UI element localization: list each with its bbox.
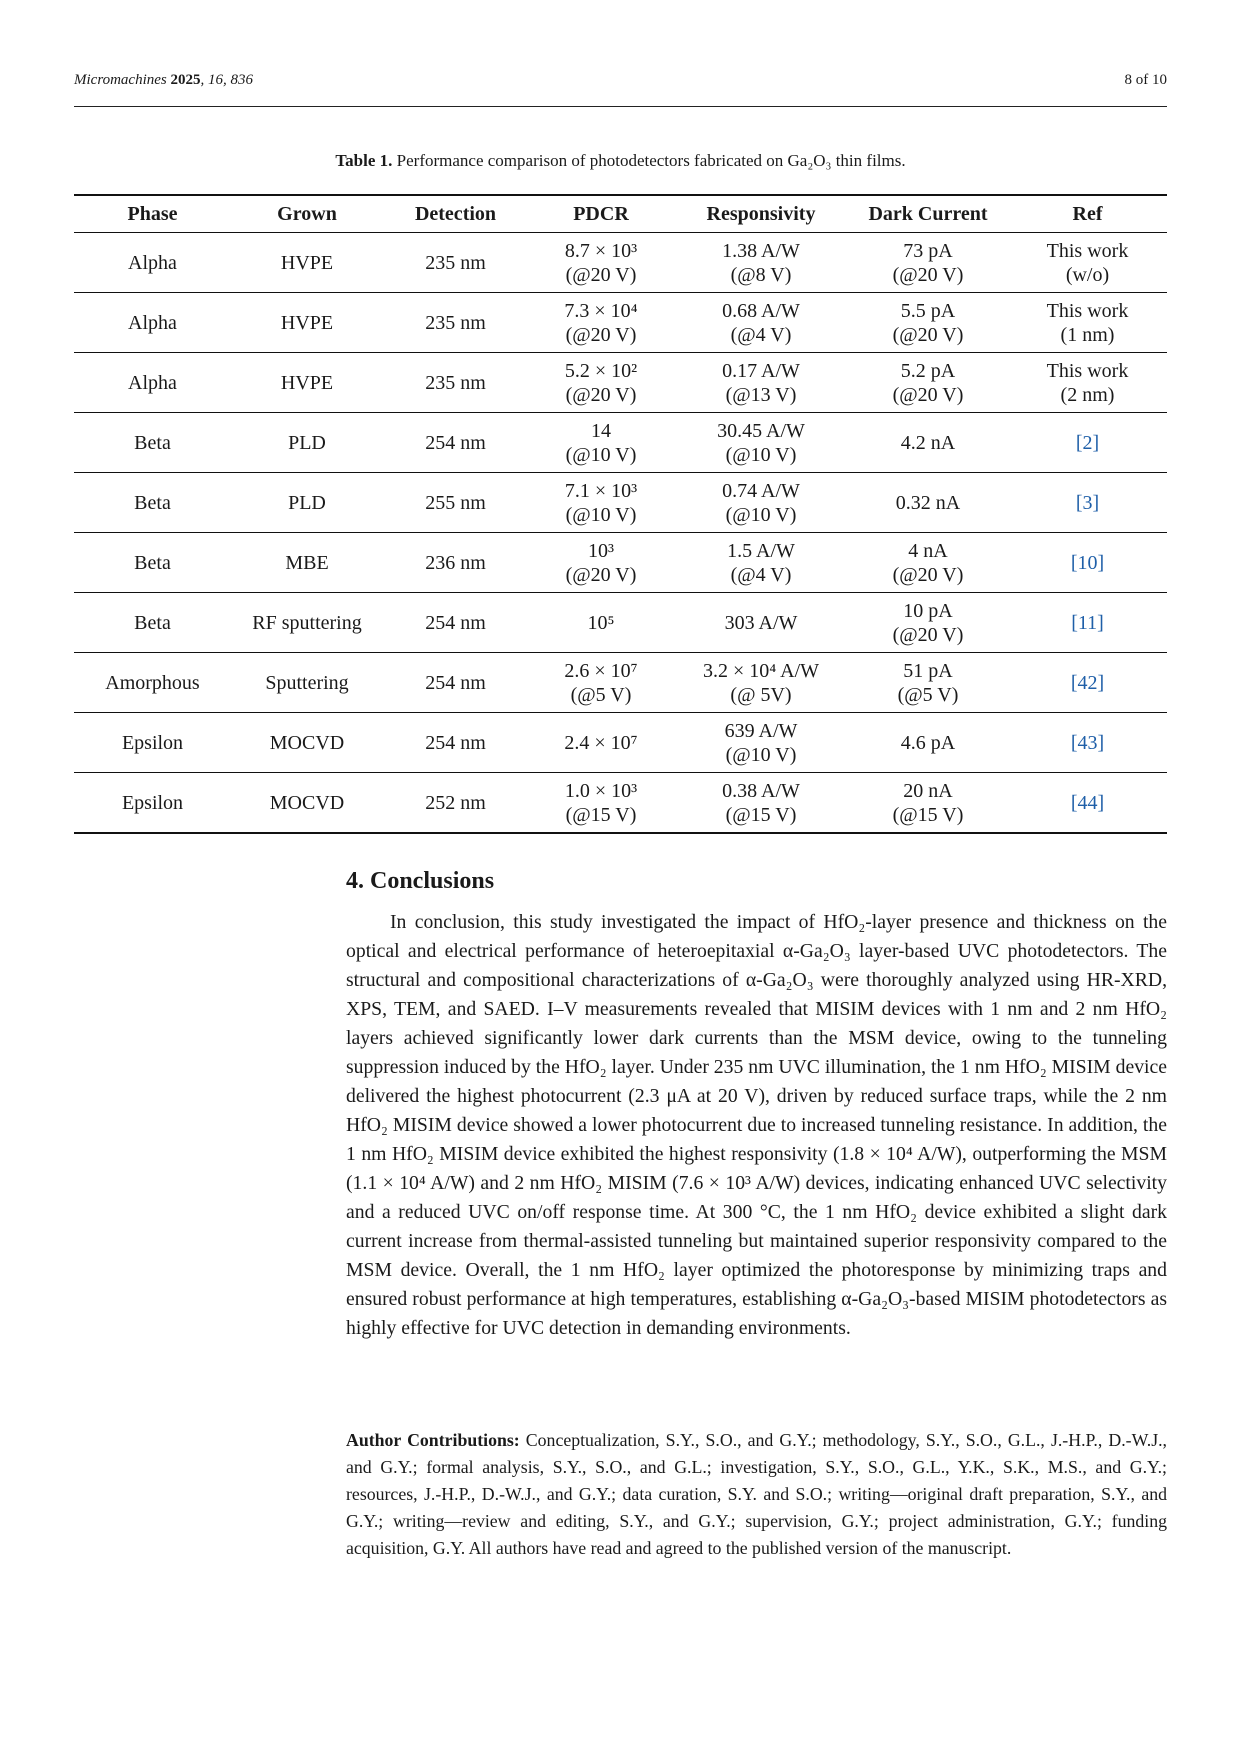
cell-detection: [383, 233, 528, 293]
cell-responsivity-condition: (@10 V): [725, 443, 797, 466]
cell-detection-value: 254 nm: [425, 671, 486, 694]
cell-dark-current-condition: (@20 V): [892, 563, 964, 586]
cell-detection-value: 235 nm: [425, 311, 486, 334]
cell-responsivity-value: 3.2 × 10⁴ A/W: [702, 659, 820, 682]
table-row: [74, 653, 1167, 713]
cell-dark-current: [848, 713, 1008, 773]
table-row: [74, 593, 1167, 653]
cell-responsivity: [674, 353, 848, 413]
table-row: [74, 413, 1167, 473]
cell-detection: [383, 773, 528, 834]
citation-link[interactable]: [2]: [1075, 431, 1100, 454]
cell-grown: [231, 593, 383, 653]
cell-detection-value: 255 nm: [425, 491, 486, 514]
cell-detection-value: 235 nm: [425, 371, 486, 394]
cell-detection-value: 254 nm: [425, 611, 486, 634]
cell-ref: [1008, 773, 1167, 834]
cell-dark-current: [848, 593, 1008, 653]
cell-phase: [74, 413, 231, 473]
cell-dark-current-value: 0.32 nA: [895, 491, 961, 514]
cell-pdcr-value: 10³: [588, 539, 614, 562]
cell-pdcr-condition: (@5 V): [570, 683, 632, 706]
cell-pdcr-condition: (@20 V): [565, 263, 637, 286]
cell-pdcr-value: 7.3 × 10⁴: [564, 299, 638, 322]
cell-ref: [1008, 233, 1167, 293]
cell-phase: [74, 533, 231, 593]
cell-pdcr: [528, 653, 674, 713]
table-row: [74, 353, 1167, 413]
cell-responsivity-value: 30.45 A/W: [717, 419, 805, 442]
cell-ref: [1008, 533, 1167, 593]
cell-dark-current-value: 73 pA: [903, 239, 953, 262]
cell-responsivity-condition: (@4 V): [730, 563, 792, 586]
cell-responsivity-value: 0.17 A/W: [722, 359, 800, 382]
cell-pdcr-value: 5.2 × 10²: [564, 359, 638, 382]
cell-grown: [231, 233, 383, 293]
cell-responsivity: [674, 713, 848, 773]
cell-pdcr-value: 10⁵: [587, 611, 615, 634]
cell-dark-current-value: 4.2 nA: [900, 431, 956, 454]
cell-responsivity-condition: (@4 V): [730, 323, 792, 346]
cell-detection: [383, 413, 528, 473]
table-body: [74, 233, 1167, 834]
citation-link[interactable]: [3]: [1075, 491, 1100, 514]
table-row: [74, 773, 1167, 834]
cell-responsivity-condition: (@15 V): [725, 803, 797, 826]
cell-pdcr: [528, 773, 674, 834]
cell-responsivity: [674, 293, 848, 353]
cell-responsivity: [674, 653, 848, 713]
cell-detection-value: 254 nm: [425, 431, 486, 454]
performance-table: [74, 194, 1167, 834]
section-title: 4. Conclusions: [346, 868, 495, 894]
table-row: [74, 473, 1167, 533]
cell-detection-value: 235 nm: [425, 251, 486, 274]
cell-pdcr: [528, 233, 674, 293]
cell-detection: [383, 653, 528, 713]
cell-phase-value: Epsilon: [121, 791, 184, 814]
cell-ref: [1008, 413, 1167, 473]
cell-responsivity: [674, 473, 848, 533]
cell-grown: [231, 413, 383, 473]
cell-responsivity: [674, 593, 848, 653]
cell-responsivity: [674, 773, 848, 834]
cell-grown: [231, 653, 383, 713]
citation-link[interactable]: [43]: [1070, 731, 1105, 754]
cell-dark-current-value: 4 nA: [908, 539, 948, 562]
cell-ref: [1008, 653, 1167, 713]
journal-name: Micromachines: [74, 72, 167, 88]
table-header-row: [74, 195, 1167, 233]
cell-dark-current: [848, 293, 1008, 353]
cell-grown-value: MOCVD: [269, 731, 345, 754]
cell-phase-value: Alpha: [128, 251, 177, 274]
column-header: Grown: [277, 202, 337, 225]
table-row: [74, 533, 1167, 593]
cell-pdcr: [528, 533, 674, 593]
cell-pdcr: [528, 293, 674, 353]
cell-grown-value: MOCVD: [269, 791, 345, 814]
column-header: Responsivity: [706, 202, 816, 225]
cell-detection-value: 254 nm: [425, 731, 486, 754]
citation-link[interactable]: [10]: [1070, 551, 1105, 574]
cell-pdcr: [528, 593, 674, 653]
cell-ref-value: This work: [1046, 299, 1129, 322]
cell-pdcr: [528, 413, 674, 473]
cell-grown-value: Sputtering: [265, 671, 349, 694]
cell-phase: [74, 773, 231, 834]
cell-dark-current-condition: (@15 V): [892, 803, 964, 826]
cell-phase-value: Alpha: [128, 371, 177, 394]
citation-link[interactable]: [11]: [1071, 611, 1104, 634]
cell-pdcr-value: 7.1 × 10³: [564, 479, 638, 502]
cell-responsivity-value: 303 A/W: [724, 611, 798, 634]
cell-phase-value: Beta: [134, 431, 171, 454]
cell-pdcr-condition: (@20 V): [565, 383, 637, 406]
cell-pdcr-condition: (@20 V): [565, 563, 637, 586]
cell-dark-current-condition: (@20 V): [892, 263, 964, 286]
cell-pdcr-condition: (@20 V): [565, 323, 637, 346]
cell-pdcr: [528, 473, 674, 533]
cell-pdcr-condition: (@10 V): [565, 503, 637, 526]
cell-ref-condition: (1 nm): [1060, 323, 1115, 346]
page-number: 8 of 10: [1124, 72, 1167, 88]
cell-grown-value: MBE: [285, 551, 329, 574]
cell-grown: [231, 293, 383, 353]
column-header: PDCR: [573, 202, 629, 225]
cell-phase: [74, 593, 231, 653]
article-number: 836: [230, 72, 254, 88]
cell-phase: [74, 293, 231, 353]
table-caption: [74, 151, 1167, 171]
cell-responsivity-value: 0.38 A/W: [722, 779, 800, 802]
cell-detection: [383, 293, 528, 353]
cell-phase-value: Epsilon: [121, 731, 184, 754]
column-header: Dark Current: [868, 202, 988, 225]
cell-detection-value: 252 nm: [425, 791, 486, 814]
cell-dark-current-value: 10 pA: [903, 599, 953, 622]
cell-detection: [383, 593, 528, 653]
cell-detection: [383, 713, 528, 773]
cell-phase: [74, 353, 231, 413]
journal-year: 2025: [170, 72, 201, 88]
cell-phase-value: Alpha: [128, 311, 177, 334]
cell-responsivity-condition: (@8 V): [730, 263, 792, 286]
cell-dark-current: [848, 233, 1008, 293]
cell-dark-current-condition: (@20 V): [892, 323, 964, 346]
cell-pdcr-value: 14: [591, 419, 611, 442]
cell-pdcr-condition: (@15 V): [565, 803, 637, 826]
cell-phase-value: Beta: [134, 551, 171, 574]
cell-dark-current-value: 4.6 pA: [900, 731, 956, 754]
cell-phase: [74, 233, 231, 293]
cell-ref-value: This work: [1046, 239, 1129, 262]
cell-ref-value: This work: [1046, 359, 1129, 382]
cell-ref: [1008, 353, 1167, 413]
author-contributions-text: Conceptualization, S.Y., S.O., and G.Y.; methodology, S.Y., S.O., G.L., J.-H.P., D.-W.J., and G.Y.; formal analysis, S.Y., S.O., and G.L.; investigation, S.Y., S.O., G.L., Y.K., S.K., M.S., and G.Y.; resources, J.-H.P., D.-W.J., and G.Y.; data curation, S.Y. and S.O.; writing—original draft preparation, S.Y., and G.Y.; writing—review and editing, S.Y., and G.Y.; supervision, G.Y.; project administration, G.Y.; funding acquisition, G.Y. All authors have read and agreed to the published version of the manuscript.: [346, 1430, 1168, 1558]
cell-ref: [1008, 473, 1167, 533]
cell-grown-value: PLD: [288, 431, 326, 454]
cell-ref: [1008, 293, 1167, 353]
cell-detection: [383, 533, 528, 593]
citation-link[interactable]: [44]: [1070, 791, 1105, 814]
table-row: [74, 713, 1167, 773]
cell-phase-value: Beta: [134, 491, 171, 514]
cell-dark-current: [848, 473, 1008, 533]
journal-volume: 16: [208, 72, 224, 88]
cell-pdcr-value: 2.6 × 10⁷: [564, 659, 638, 682]
cell-dark-current: [848, 353, 1008, 413]
cell-pdcr-value: 8.7 × 10³: [564, 239, 638, 262]
cell-phase-value: Beta: [134, 611, 171, 634]
cell-responsivity-condition: (@10 V): [725, 503, 797, 526]
cell-responsivity-value: 639 A/W: [724, 719, 798, 742]
cell-dark-current-condition: (@5 V): [897, 683, 959, 706]
cell-responsivity-condition: (@ 5V): [730, 683, 792, 706]
cell-responsivity-value: 0.74 A/W: [722, 479, 800, 502]
cell-responsivity-condition: (@10 V): [725, 743, 797, 766]
column-header: Ref: [1072, 202, 1103, 225]
cell-grown: [231, 773, 383, 834]
cell-grown: [231, 353, 383, 413]
conclusions-body: [346, 908, 1167, 1343]
cell-grown-value: HVPE: [280, 371, 334, 394]
journal-citation: Micromachines 2025, 16, 836: [74, 72, 254, 88]
cell-detection: [383, 473, 528, 533]
table-caption-text: Performance comparison of photodetectors fabricated on Ga₂O₃ thin films.: [396, 151, 906, 170]
cell-dark-current-condition: (@20 V): [892, 383, 964, 406]
cell-dark-current: [848, 413, 1008, 473]
conclusions-paragraph: In conclusion, this study investigated the impact of HfO₂-layer presence and thickness on the optical and electrical performance of heteroepitaxial α-Ga₂O₃ layer-based UVC photodetectors. The structural and compositional characterizations of α-Ga₂O₃ were thoroughly analyzed using HR-XRD, XPS, TEM, and SAED. I–V measurements revealed that MISIM devices with 1 nm and 2 nm HfO₂ layers achieved significantly lower dark currents than the MSM device, owing to the tunneling suppression induced by the HfO₂ layer. Under 235 nm UVC illumination, the 1 nm HfO₂ MISIM device delivered the highest photocurrent (2.3 μA at 20 V), driven by reduced surface traps, while the 2 nm HfO₂ MISIM device showed a lower photocurrent due to increased tunneling resistance. In addition, the 1 nm HfO₂ MISIM device exhibited the highest responsivity (1.8 × 10⁴ A/W), outperforming the MSM (1.1 × 10⁴ A/W) and 2 nm HfO₂ MISIM (7.6 × 10³ A/W) devices, indicating enhanced UVC selectivity and a reduced UVC on/off response time. At 300 °C, the 1 nm HfO₂ device exhibited a slight dark current increase from thermal-assisted tunneling but maintained superior responsivity compared to the MSM device. Overall, the 1 nm HfO₂ layer optimized the photoresponse by minimizing traps and ensured robust performance at high temperatures, establishing α-Ga₂O₃-based MISIM photodetectors as highly effective for UVC detection in demanding environments.: [346, 911, 1167, 1339]
column-header: Phase: [127, 202, 178, 225]
cell-responsivity-value: 1.5 A/W: [727, 539, 795, 562]
cell-grown-value: HVPE: [280, 251, 334, 274]
cell-phase: [74, 473, 231, 533]
cell-dark-current-value: 5.5 pA: [900, 299, 956, 322]
cell-phase: [74, 653, 231, 713]
cell-responsivity-value: 1.38 A/W: [722, 239, 800, 262]
cell-dark-current-value: 51 pA: [903, 659, 953, 682]
cell-pdcr: [528, 353, 674, 413]
cell-dark-current: [848, 773, 1008, 834]
cell-responsivity: [674, 413, 848, 473]
author-contributions-label: Author Contributions:: [346, 1430, 520, 1450]
cell-dark-current: [848, 533, 1008, 593]
header-divider: [74, 106, 1167, 107]
cell-dark-current-value: 5.2 pA: [900, 359, 956, 382]
cell-dark-current: [848, 653, 1008, 713]
cell-dark-current-condition: (@20 V): [892, 623, 964, 646]
cell-ref: [1008, 713, 1167, 773]
citation-link[interactable]: [42]: [1070, 671, 1105, 694]
cell-phase-value: Amorphous: [105, 671, 200, 694]
cell-pdcr: [528, 713, 674, 773]
cell-pdcr-value: 1.0 × 10³: [564, 779, 638, 802]
author-contributions: [346, 1427, 1167, 1562]
cell-phase: [74, 713, 231, 773]
table-row: [74, 293, 1167, 353]
cell-responsivity-condition: (@13 V): [725, 383, 797, 406]
cell-responsivity: [674, 533, 848, 593]
cell-grown-value: RF sputtering: [252, 611, 362, 634]
cell-ref: [1008, 593, 1167, 653]
cell-grown: [231, 713, 383, 773]
table-caption-label: Table 1.: [335, 151, 393, 170]
cell-grown: [231, 533, 383, 593]
cell-ref-condition: (2 nm): [1060, 383, 1115, 406]
cell-detection-value: 236 nm: [425, 551, 486, 574]
cell-grown-value: HVPE: [280, 311, 334, 334]
table-row: [74, 233, 1167, 293]
cell-grown-value: PLD: [288, 491, 326, 514]
cell-pdcr-condition: (@10 V): [565, 443, 637, 466]
cell-grown: [231, 473, 383, 533]
cell-dark-current-value: 20 nA: [903, 779, 953, 802]
cell-detection: [383, 353, 528, 413]
cell-pdcr-value: 2.4 × 10⁷: [564, 731, 638, 754]
cell-responsivity-value: 0.68 A/W: [722, 299, 800, 322]
cell-responsivity: [674, 233, 848, 293]
cell-ref-condition: (w/o): [1065, 263, 1110, 286]
column-header: Detection: [414, 202, 497, 225]
